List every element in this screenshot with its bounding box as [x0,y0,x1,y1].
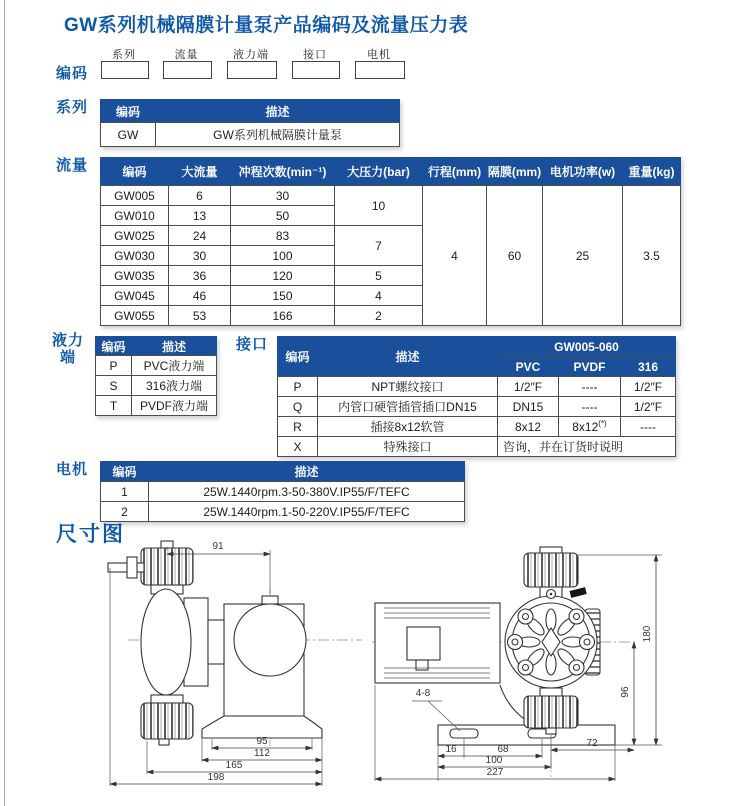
cell: 特殊接口 [318,437,498,457]
page-left-border [4,0,5,806]
cell: 100 [231,246,335,266]
cell: GW010 [101,206,169,226]
coding-slot-box-interface [292,61,340,79]
cell: 1/2″F [498,377,559,397]
header-cell: 编码 [96,337,132,356]
header-cell: 描述 [156,100,400,123]
interface-section-label: 接口 [236,336,269,353]
dimension-label: 16 [445,744,457,755]
table-row [96,396,217,416]
table-row [278,417,676,437]
coding-slot-label-flow: 流量 [174,49,199,61]
cell: 1/2″F [621,397,676,417]
cell: PVDF液力端 [132,396,217,416]
header-cell: 316 [621,357,676,377]
cell: 24 [169,226,231,246]
cell: 36 [169,266,231,286]
header-cell: 大流量 [169,158,231,186]
cell: GW030 [101,246,169,266]
footnote-marker: (*) [598,419,607,428]
coding-slot-box-motor [355,61,405,79]
header-cell: 编码 [101,158,169,186]
header-cell: 编码 [101,462,149,482]
cell: GW055 [101,306,169,326]
liquid-end-table [95,336,217,416]
table-row [96,356,217,376]
flow-table [100,157,681,326]
coding-section-label: 编码 [56,65,89,82]
cell-pressure: 4 [335,286,423,306]
cell: 内管口硬管插管插口DN15 [318,397,498,417]
header-cell: 大压力(bar) [335,158,423,186]
cell: P [278,377,318,397]
coding-slot-label-interface: 接口 [303,49,327,61]
dimension-label: 4-8 [415,688,431,699]
cell: P [96,356,132,376]
cell: R [278,417,318,437]
cell-power: 25 [543,186,623,326]
header-cell: 行程(mm) [423,158,487,186]
cell-pressure: 7 [335,226,423,266]
cell: 25W.1440rpm.3-50-380V.IP55/F/TEFC [149,482,465,502]
header-cell: 描述 [318,337,498,377]
cell: 13 [169,206,231,226]
dimension-label: 91 [212,541,224,552]
header-cell: 隔膜(mm) [487,158,543,186]
dimension-label: 72 [586,738,598,749]
series-section-label: 系列 [56,99,89,116]
cell: GW [101,123,156,147]
dimension-label: 95 [256,736,268,747]
table-row [101,502,465,522]
cell: 30 [231,186,335,206]
coding-slot-box-flow [163,61,212,79]
table-row [278,397,676,417]
cell-pressure: 10 [335,186,423,226]
cell: GW005 [101,186,169,206]
motor-section-label: 电机 [56,461,89,478]
cell: S [96,376,132,396]
cell: GW系列机械隔膜计量泵 [156,123,400,147]
dimension-label: 165 [225,760,243,771]
interface-table [277,336,676,457]
liquid-end-section-label: 液力端 [51,332,84,366]
side-view-drawing [372,545,750,801]
cell: 166 [231,306,335,326]
coding-slot-box-liquid-end [227,61,277,79]
dimension-label: 198 [207,772,225,783]
cell: Q [278,397,318,417]
header-cell: PVDF [559,357,621,377]
dimension-label: 227 [486,767,504,778]
cell: ---- [559,397,621,417]
page-title: GW系列机械隔膜计量泵产品编码及流量压力表 [64,15,469,36]
table-row [278,437,676,457]
cell: PVC液力端 [132,356,217,376]
side-view-svg [372,545,750,801]
coding-slot-label-liquid-end: 液力端 [233,49,269,61]
cell: ---- [621,417,676,437]
cell-stroke: 4 [423,186,487,326]
table-row [101,482,465,502]
cell: 2 [101,502,149,522]
cell: GW035 [101,266,169,286]
cell-diaphragm: 60 [487,186,543,326]
cell: 50 [231,206,335,226]
front-view-drawing [100,538,372,798]
coding-slot-label-motor: 电机 [367,49,391,61]
cell: 1 [101,482,149,502]
dimension-label: 96 [620,686,631,698]
table-row [101,186,681,206]
front-view-svg [100,538,372,798]
cell: 6 [169,186,231,206]
table-row [96,376,217,396]
motor-table [100,461,465,522]
coding-slot-label-series: 系列 [112,49,136,61]
cell: 插接8x12软管 [318,417,498,437]
header-cell: 冲程次数(min⁻¹) [231,158,335,186]
header-cell: 电机功率(w) [543,158,623,186]
cell-pressure: 5 [335,266,423,286]
cell-value: 8x12 [572,420,599,434]
table-row [101,123,400,147]
cell: 316液力端 [132,376,217,396]
header-cell: PVC [498,357,559,377]
header-cell: 描述 [132,337,217,356]
cell: 1/2″F [621,377,676,397]
cell [559,417,621,437]
coding-slot-box-series [101,61,149,79]
cell: 46 [169,286,231,306]
flow-section-label: 流量 [56,157,89,174]
cell: 83 [231,226,335,246]
cell: 30 [169,246,231,266]
dimension-label: 100 [485,755,503,766]
cell: ---- [559,377,621,397]
dimension-label: 112 [254,748,270,759]
cell: GW045 [101,286,169,306]
header-cell: 描述 [149,462,465,482]
dimension-label: 68 [497,744,509,755]
header-cell: 重量(kg) [623,158,681,186]
header-cell: 编码 [278,337,318,377]
cell: 53 [169,306,231,326]
header-cell-group: GW005-060 [498,337,676,357]
cell: X [278,437,318,457]
cell: 120 [231,266,335,286]
cell-note: 咨询，并在订货时说明 [498,437,676,457]
cell-pressure: 2 [335,306,423,326]
cell: 150 [231,286,335,306]
dimension-label: 180 [642,625,653,643]
header-cell: 编码 [101,100,156,123]
cell: GW025 [101,226,169,246]
cell: DN15 [498,397,559,417]
cell: 8x12 [498,417,559,437]
series-table [100,99,400,147]
table-row [278,377,676,397]
cell-weight: 3.5 [623,186,681,326]
cell: T [96,396,132,416]
cell: NPT螺纹接口 [318,377,498,397]
cell: 25W.1440rpm.1-50-220V.IP55/F/TEFC [149,502,465,522]
dimensions-section-label: 尺寸图 [56,523,125,546]
